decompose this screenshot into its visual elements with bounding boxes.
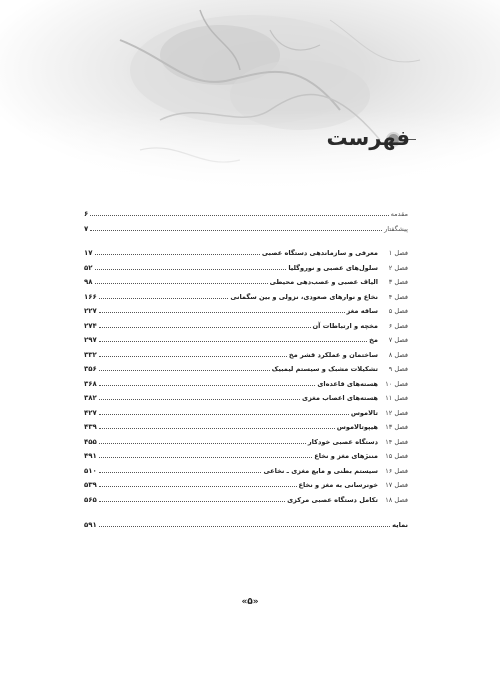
leader-dots: [95, 263, 287, 270]
leader-dots: [99, 379, 316, 386]
chapter-page: ۲۷۴: [84, 321, 97, 330]
chapter-page: ۳۶۸: [84, 379, 97, 388]
leader-dots: [99, 306, 345, 313]
toc-entry-label: مقدمه: [390, 210, 408, 218]
chapter-title: دستگاه عصبی خودکار: [307, 437, 378, 446]
page-number: «۵»: [241, 597, 259, 607]
leader-dots: [99, 321, 311, 328]
chapter-title: سلول‌های عصبی و نوروگلیا: [288, 263, 378, 272]
chapter-number: فصل ۱۱: [385, 394, 408, 402]
chapter-title: معرفی و سازماندهی دستگاه عصبی: [261, 249, 378, 257]
chapter-page: ۳۵۶: [84, 365, 97, 373]
chapter-title: تشکیلات مشبک و سیستم لیمبیک: [271, 365, 378, 373]
leader-dots: [99, 422, 335, 429]
leader-dots: [99, 437, 306, 444]
toc-chapter-row[interactable]: [84, 348, 408, 363]
chapter-number: فصل ۸: [388, 350, 408, 359]
leader-dots: [90, 209, 388, 216]
chapter-title: هسته‌های قاعده‌ای: [317, 379, 378, 388]
chapter-number: فصل ۱۳: [385, 423, 408, 431]
page-title: فهرست: [326, 126, 410, 150]
chapter-page: ۵۲: [84, 263, 93, 272]
chapter-page: ۴۳۹: [84, 423, 97, 431]
chapter-number: فصل ۱۲: [385, 408, 408, 417]
chapter-number: فصل ۶: [388, 321, 408, 330]
chapter-number: فصل ۴: [388, 292, 408, 301]
toc-chapter-row[interactable]: [84, 261, 408, 276]
chapter-title: هیپوتالاموس: [336, 423, 378, 431]
spacer: [84, 236, 408, 246]
toc-chapter-row[interactable]: [84, 420, 408, 435]
chapter-title: سیستم بطنی و مایع مغزی ـ نخاعی: [263, 466, 378, 475]
toc-chapter-row[interactable]: [84, 275, 408, 290]
chapter-title: مننژهای مغز و نخاع: [314, 452, 378, 460]
toc-entry-page: ۶: [84, 210, 89, 218]
toc-entry-intro[interactable]: [84, 207, 408, 222]
toc-chapter-row[interactable]: [84, 464, 408, 479]
toc-entry-page: ۷: [84, 224, 89, 233]
leader-dots: [99, 393, 300, 400]
toc-chapter-row[interactable]: [84, 362, 408, 377]
toc-chapter-row[interactable]: [84, 406, 408, 421]
chapter-page: ۱۶۶: [84, 292, 97, 301]
chapter-number: فصل ۱۴: [385, 437, 408, 446]
leader-dots: [99, 350, 287, 357]
chapter-number: فصل ۱: [388, 249, 408, 257]
leader-dots: [90, 224, 382, 231]
leader-dots: [99, 480, 297, 487]
chapter-title: تالاموس: [350, 408, 378, 417]
chapter-title: الیاف عصبی و عصب‌دهی محیطی: [269, 278, 378, 286]
chapter-number: فصل ۱۸: [385, 495, 408, 504]
toc-chapter-row[interactable]: [84, 435, 408, 450]
chapter-page: ۵۳۹: [84, 481, 97, 489]
toc-chapter-row[interactable]: [84, 449, 408, 464]
leader-dots: [99, 466, 262, 473]
chapter-title: نخاع و نوارهای صعودی، نزولی و بین سگمانی: [230, 292, 378, 301]
leader-dots: [99, 335, 367, 342]
chapter-page: ۴۵۵: [84, 437, 97, 446]
toc-entry-label: پیشگفتار: [384, 224, 408, 233]
toc-entry-preface[interactable]: [84, 222, 408, 237]
chapter-number: فصل ۷: [388, 336, 408, 344]
toc-chapter-row[interactable]: [84, 478, 408, 493]
chapter-title: هسته‌های اعصاب مغزی: [302, 394, 378, 402]
leader-dots: [99, 408, 349, 415]
chapter-number: فصل ۳: [388, 278, 408, 286]
chapter-title: تکامل دستگاه عصبی مرکزی: [287, 495, 378, 504]
chapter-title: مخچه و ارتباطات آن: [312, 321, 378, 330]
toc-entry-page: ۵۹۱: [84, 521, 97, 529]
chapter-number: فصل ۱۰: [385, 379, 408, 388]
chapter-title: مخ: [369, 336, 378, 344]
leader-dots: [95, 248, 260, 255]
chapter-number: فصل ۱۶: [385, 466, 408, 475]
toc-chapter-row[interactable]: [84, 391, 408, 406]
chapter-page: ۳۳۲: [84, 350, 97, 359]
leader-dots: [99, 292, 228, 299]
chapter-page: ۵۱۰: [84, 466, 97, 475]
chapter-page: ۴۲۷: [84, 408, 97, 417]
chapter-number: فصل ۵: [388, 307, 408, 315]
leader-dots: [99, 495, 285, 502]
chapter-number: فصل ۱۵: [385, 452, 408, 460]
chapter-page: ۴۹۱: [84, 452, 97, 460]
chapter-number: فصل ۱۷: [385, 481, 408, 489]
chapter-number: فصل ۹: [388, 365, 408, 373]
chapter-page: ۳۸۲: [84, 394, 97, 402]
chapter-page: ۵۶۵: [84, 495, 97, 504]
toc-chapter-row[interactable]: [84, 304, 408, 319]
chapter-page: ۲۹۷: [84, 336, 97, 344]
chapter-title: ساقه مغز: [346, 307, 378, 315]
chapter-title: ساختمان و عملکرد قشر مخ: [288, 350, 378, 359]
spacer: [84, 507, 408, 518]
leader-dots: [99, 451, 312, 458]
toc-chapter-row[interactable]: [84, 493, 408, 508]
chapter-page: ۲۲۷: [84, 307, 97, 315]
toc-chapter-row[interactable]: [84, 246, 408, 261]
toc-chapter-row[interactable]: [84, 333, 408, 348]
leader-dots: [99, 520, 390, 527]
toc-chapter-row[interactable]: [84, 290, 408, 305]
chapter-page: ۱۷: [84, 249, 93, 257]
leader-dots: [95, 277, 268, 284]
chapter-title: خونرسانی به مغز و نخاع: [298, 481, 378, 489]
chapter-number: فصل ۲: [388, 263, 408, 272]
chapter-page: ۹۸: [84, 278, 93, 286]
toc-chapter-row[interactable]: [84, 377, 408, 392]
toc-entry-label: نمایه: [392, 521, 408, 529]
table-of-contents: [84, 207, 408, 533]
leader-dots: [99, 364, 270, 371]
toc-chapter-row[interactable]: [84, 319, 408, 334]
header-illustration: [0, 0, 500, 200]
toc-entry-index[interactable]: [84, 518, 408, 533]
